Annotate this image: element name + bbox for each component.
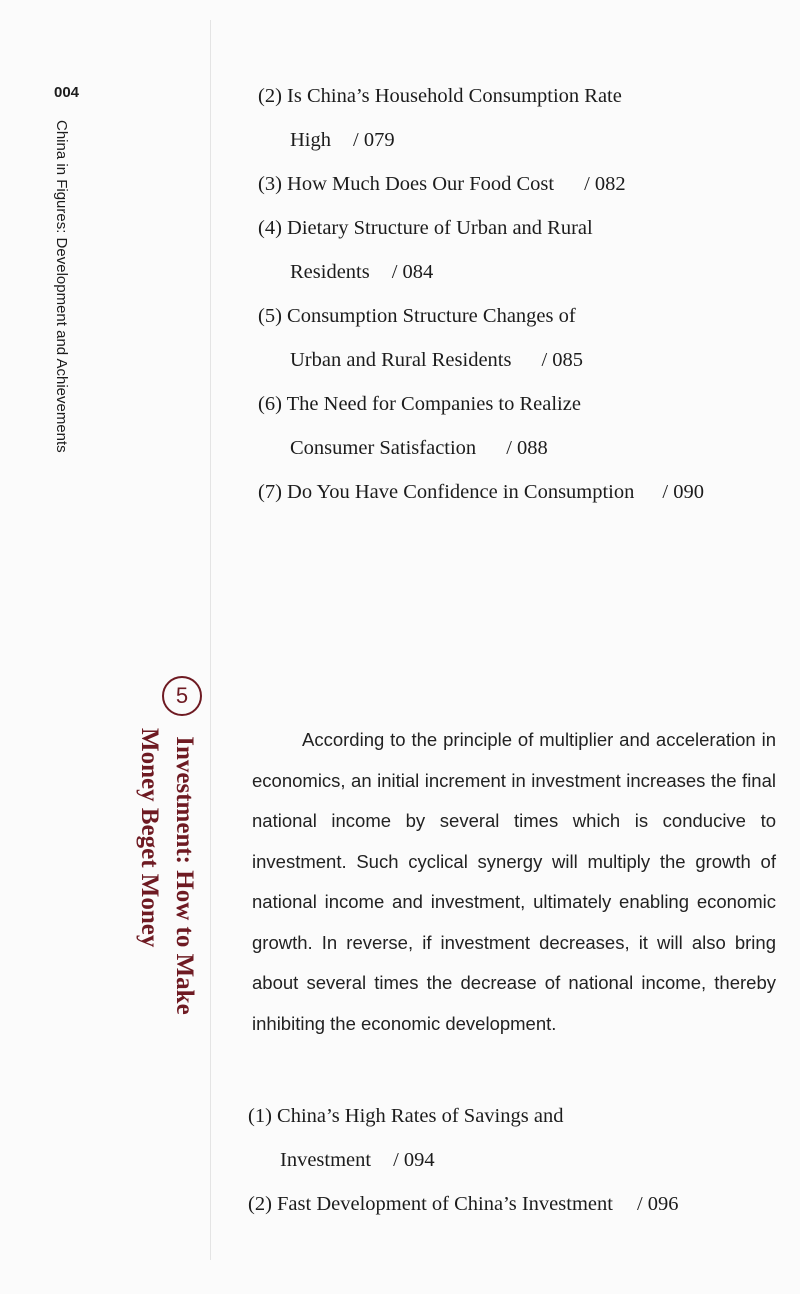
toc-entry-title: (6) The Need for Companies to Realize [258,393,581,415]
toc-entry [258,162,778,206]
toc-entry-title: (1) China’s High Rates of Savings and [248,1105,564,1127]
toc-entry-title-cont: Residents [290,261,370,283]
toc-entry-title-cont: Investment [280,1149,372,1171]
toc-page-ref: / 084 [391,261,434,283]
running-head: China in Figures: Development and Achievements [53,120,70,453]
toc-entry [248,1094,768,1182]
section-heading [134,676,204,1015]
toc-entry-title-cont: High [290,129,331,151]
toc-entry [258,470,778,514]
section-number-badge: 5 [162,676,202,716]
section-intro-paragraph: According to the principle of multiplier and acceleration in economics, an initial increment in investment increases the final national income by several times which is conducive to investment. Such cyclical synergy will multiply the growth of national income and investment, ultimately enabling economic growth. In reverse, if investment decreases, it will also bring about several times the decrease of national income, thereby inhibiting the economic development. [252,729,776,1034]
section-title-line2: Money Beget Money [136,728,163,948]
toc-entry [258,294,778,382]
toc-entry-title: (2) Is China’s Household Consumption Rate [258,85,622,107]
toc-entry [258,382,778,470]
toc-entry-title: (4) Dietary Structure of Urban and Rural [258,217,593,239]
toc-page-ref: / 088 [506,437,548,459]
toc-entry-title: (5) Consumption Structure Changes of [258,305,576,327]
toc-entry [258,74,778,162]
toc-entry-title-cont: Urban and Rural Residents [290,349,512,371]
toc-entry [258,206,778,294]
toc-entry-title: (7) Do You Have Confidence in Consumption [258,481,635,503]
toc-page-ref: / 082 [584,173,626,195]
toc-page-ref: / 085 [541,349,584,371]
toc-entry-title: (3) How Much Does Our Food Cost [258,173,555,195]
toc-list-consumption [258,74,778,514]
toc-page-ref: / 094 [393,1149,435,1171]
toc-entry-title: (2) Fast Development of China’s Investment [248,1193,613,1215]
toc-page-ref: / 090 [662,481,704,503]
toc-entry [248,1182,768,1226]
toc-page-ref: / 096 [636,1193,679,1215]
toc-entry-title-cont: Consumer Satisfaction [290,437,477,459]
column-divider [210,20,211,1260]
toc-page-ref: / 079 [353,129,395,151]
section-title-line1: Investment: How to Make [171,736,198,1015]
page-number: 004 [54,84,80,101]
toc-list-investment [248,1094,768,1226]
